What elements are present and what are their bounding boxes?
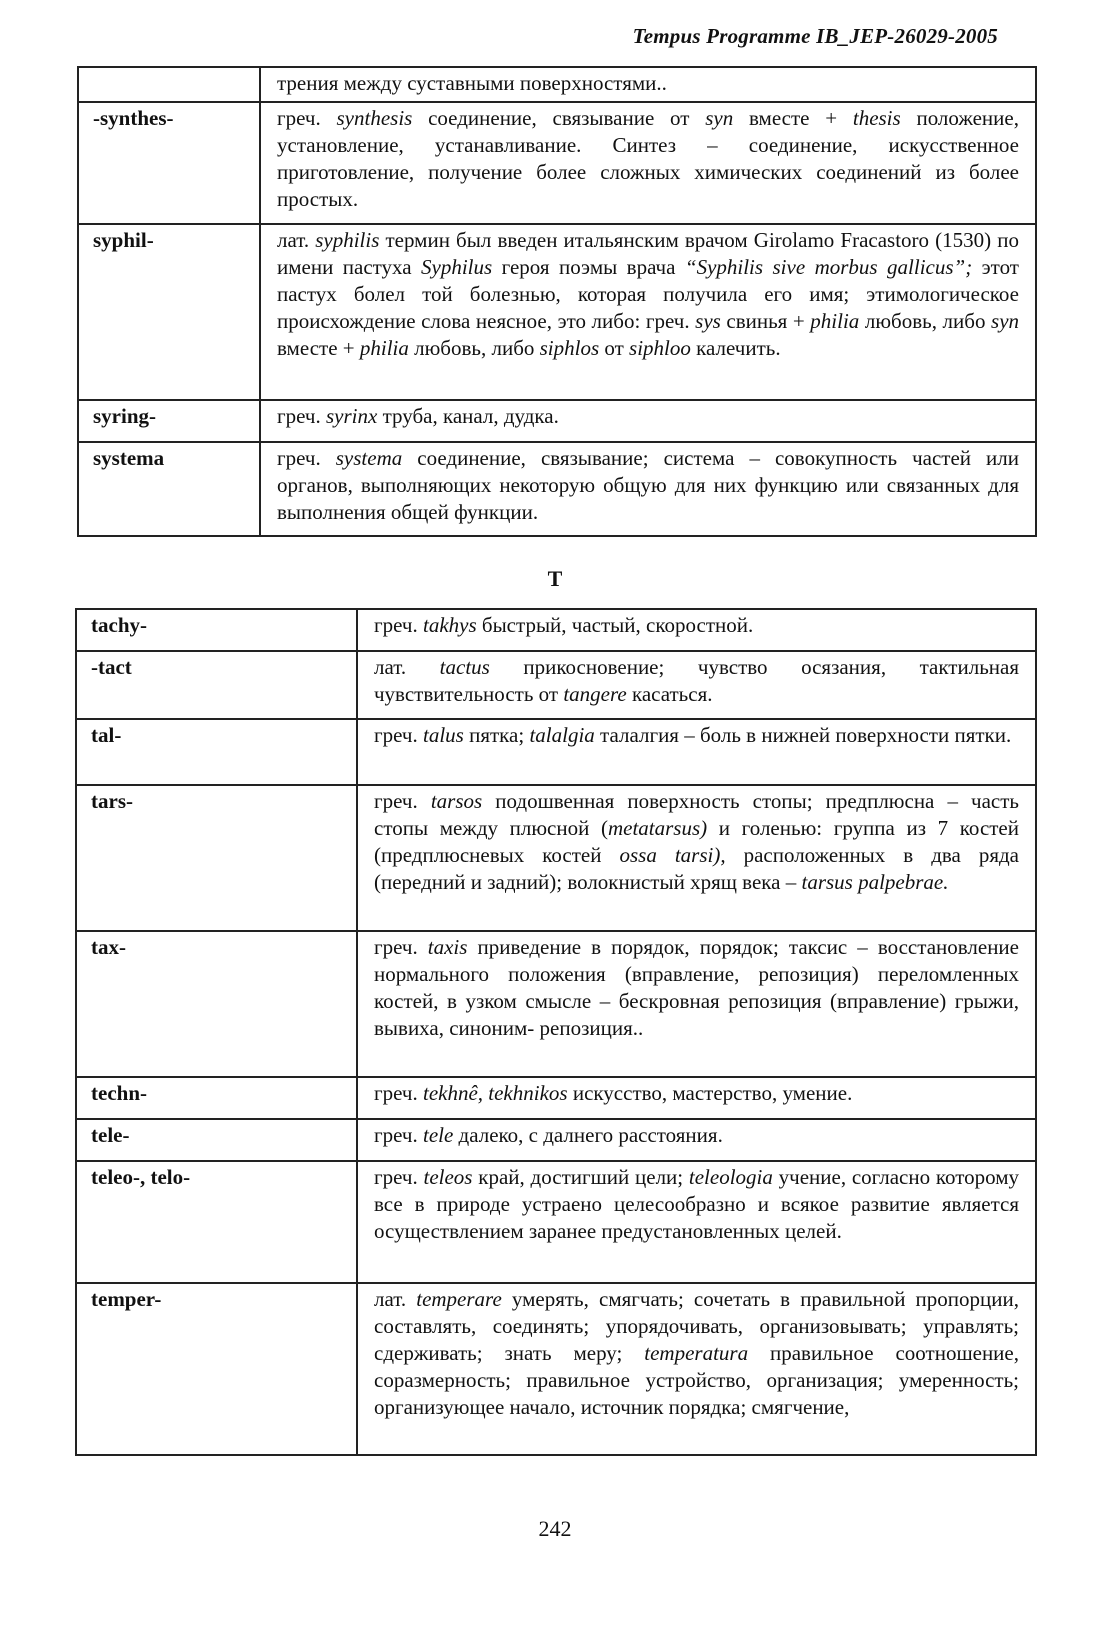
page-number: 242 [538,1516,572,1541]
glossary-row [76,785,1036,931]
definition-italic-text: sys [695,309,721,333]
glossary-definition [357,1283,1036,1455]
definition-text: греч. [374,1123,423,1147]
glossary-definition [357,651,1036,719]
glossary-row [78,67,1036,102]
glossary-term: -tact [76,651,357,719]
definition-text: лат. [277,228,316,252]
glossary-term: tax- [76,931,357,1077]
definition-text: приведение в порядок, порядок; таксис – восстановление нормального положения (вправление, репозиция) переломленных костей, в узком смысле – бескровная репозиция (вправление) грыжи, вывиха, синоним- репозиция.. [374,935,1019,1040]
definition-text: труба, канал, дудка. [377,404,559,428]
glossary-definition [357,1119,1036,1161]
definition-text: термин был введен итальянским врачом Girolamo Fracastoro (1530) по имени пастуха [277,228,1019,279]
definition-text: умерять, смягчать; сочетать в правильной пропорции, составлять, соединять; упорядочивать, организовывать; управлять; сдерживать; знать меру; [374,1287,1019,1365]
glossary-term: tars- [76,785,357,931]
definition-italic-text: systema [335,446,403,470]
glossary-term: -synthes- [78,102,260,224]
definition-text: греч. [374,1081,423,1105]
definition-italic-text: philia [359,336,409,360]
definition-text: греч. [277,404,326,428]
definition-text: лат. [374,1287,417,1311]
definition-italic-text: temperare [416,1287,502,1311]
glossary-row [76,609,1036,651]
glossary-term: systema [78,442,260,536]
definition-italic-text: syphilis [315,228,380,252]
definition-text: греч. [277,106,337,130]
definition-text: вместе + [277,336,360,360]
glossary-row [78,442,1036,536]
definition-italic-text: teleologia [688,1165,773,1189]
definition-text: прикосновение; чувство осязания, тактильная чувствительность от [374,655,1019,706]
definition-text: трения между суставными поверхностями.. [277,71,667,95]
definition-text: калечить. [690,336,781,360]
definition-text: правильное соотношение, соразмерность; правильное устройство, организация; умеренность; организующее начало, источник порядка; смягчение, [374,1341,1019,1419]
definition-italic-text: metatarsus) [607,816,708,840]
glossary-definition [357,785,1036,931]
definition-italic-text: syrinx [325,404,378,428]
definition-italic-text: siphlos [539,336,600,360]
glossary-term: syphil- [78,224,260,400]
definition-text: греч. [374,935,428,959]
definition-text: касаться. [626,682,713,706]
definition-text: быстрый, частый, скоростной. [476,613,754,637]
definition-text: греч. [277,446,336,470]
definition-text: от [599,336,630,360]
definition-italic-text: tarsus palpebrae. [801,870,949,894]
definition-text: соединение, связывание от [412,106,706,130]
glossary-row [78,400,1036,442]
definition-italic-text: talus [422,723,464,747]
definition-text: расположенных в два ряда (передний и задний); волокнистый хрящ века – [374,843,1019,894]
definition-italic-text: tactus [439,655,490,679]
definition-italic-text: takhys [422,613,477,637]
glossary-row [78,224,1036,400]
glossary-definition [357,719,1036,785]
definition-italic-text: syn [991,309,1020,333]
definition-text: и голенью: группа из 7 костей (предплюсневых костей [374,816,1019,867]
glossary-definition [260,442,1036,536]
definition-text: вместе + [733,106,853,130]
definition-text: героя поэмы врача [492,255,685,279]
glossary-definition [260,224,1036,400]
definition-italic-text: ossa tarsi), [619,843,726,867]
definition-italic-text: tekhnê, tekhnikos [422,1081,568,1105]
glossary-term: tal- [76,719,357,785]
definition-text: свинья + [720,309,811,333]
definition-text: греч. [374,1165,424,1189]
section-letter: T [547,566,563,591]
definition-italic-text: talalgia [529,723,595,747]
definition-text: учение, согласно которому все в природе устраено целесообразно и всякое развитие является осуществлением заранее предустановленных целей. [374,1165,1019,1243]
definition-italic-text: temperatura [644,1341,749,1365]
glossary-row [76,1077,1036,1119]
glossary-definition [260,400,1036,442]
definition-text: этот пастух болел той болезнью, которая получила его имя; этимологическое происхождение слова неясное, это либо: греч. [277,255,1019,333]
glossary-table-t [75,608,1037,1456]
definition-italic-text: tarsos [430,789,483,813]
glossary-row [76,719,1036,785]
definition-text: пятка; [463,723,530,747]
glossary-definition [260,102,1036,224]
definition-text: лат. [374,655,440,679]
glossary-row [76,1161,1036,1283]
glossary-term [78,67,260,102]
definition-italic-text: Syphilus [421,255,493,279]
definition-italic-text: tangere [563,682,627,706]
glossary-row [76,1283,1036,1455]
glossary-row [76,1119,1036,1161]
definition-italic-text: tele [422,1123,454,1147]
definition-text: любовь, либо [859,309,992,333]
definition-italic-text: teleos [423,1165,473,1189]
definition-italic-text: philia [810,309,860,333]
glossary-definition [260,67,1036,102]
definition-italic-text: “Syphilis sive morbus gallicus”; [684,255,973,279]
glossary-term: teleo-, telo- [76,1161,357,1283]
definition-text: любовь, либо [408,336,540,360]
glossary-definition [357,931,1036,1077]
glossary-term: techn- [76,1077,357,1119]
definition-text: положение, установление, устанавливание. Синтез – соединение, искусственное приготовление, получение более сложных химических соединений из более простых. [277,106,1019,211]
definition-italic-text: syn [705,106,734,130]
definition-text: искусство, мастерство, умение. [567,1081,853,1105]
definition-text: подошвенная поверхность стопы; предплюсна – часть стопы между плюсной ( [374,789,1019,840]
glossary-row [76,651,1036,719]
glossary-row [78,102,1036,224]
definition-text: греч. [374,723,423,747]
definition-text: талалгия – боль в нижней поверхности пятки. [594,723,1012,747]
glossary-table-s [77,66,1037,537]
glossary-term: tachy- [76,609,357,651]
glossary-definition [357,1077,1036,1119]
glossary-term: syring- [78,400,260,442]
definition-text: греч. [374,789,431,813]
definition-italic-text: siphloo [629,336,691,360]
glossary-term: tele- [76,1119,357,1161]
definition-text: соединение, связывание; система – совокупность частей или органов, выполняющих некоторую общую для них функцию или связанных для выполнения общей функции. [277,446,1019,524]
glossary-definition [357,609,1036,651]
definition-italic-text: synthesis [336,106,413,130]
definition-italic-text: taxis [427,935,468,959]
glossary-term: temper- [76,1283,357,1455]
definition-text: далеко, с далнего расстояния. [453,1123,723,1147]
definition-text: греч. [374,613,423,637]
glossary-definition [357,1161,1036,1283]
definition-text: край, достигший цели; [472,1165,689,1189]
page-header: Tempus Programme IB_JEP-26029-2005 [632,24,998,48]
definition-italic-text: thesis [852,106,901,130]
glossary-row [76,931,1036,1077]
